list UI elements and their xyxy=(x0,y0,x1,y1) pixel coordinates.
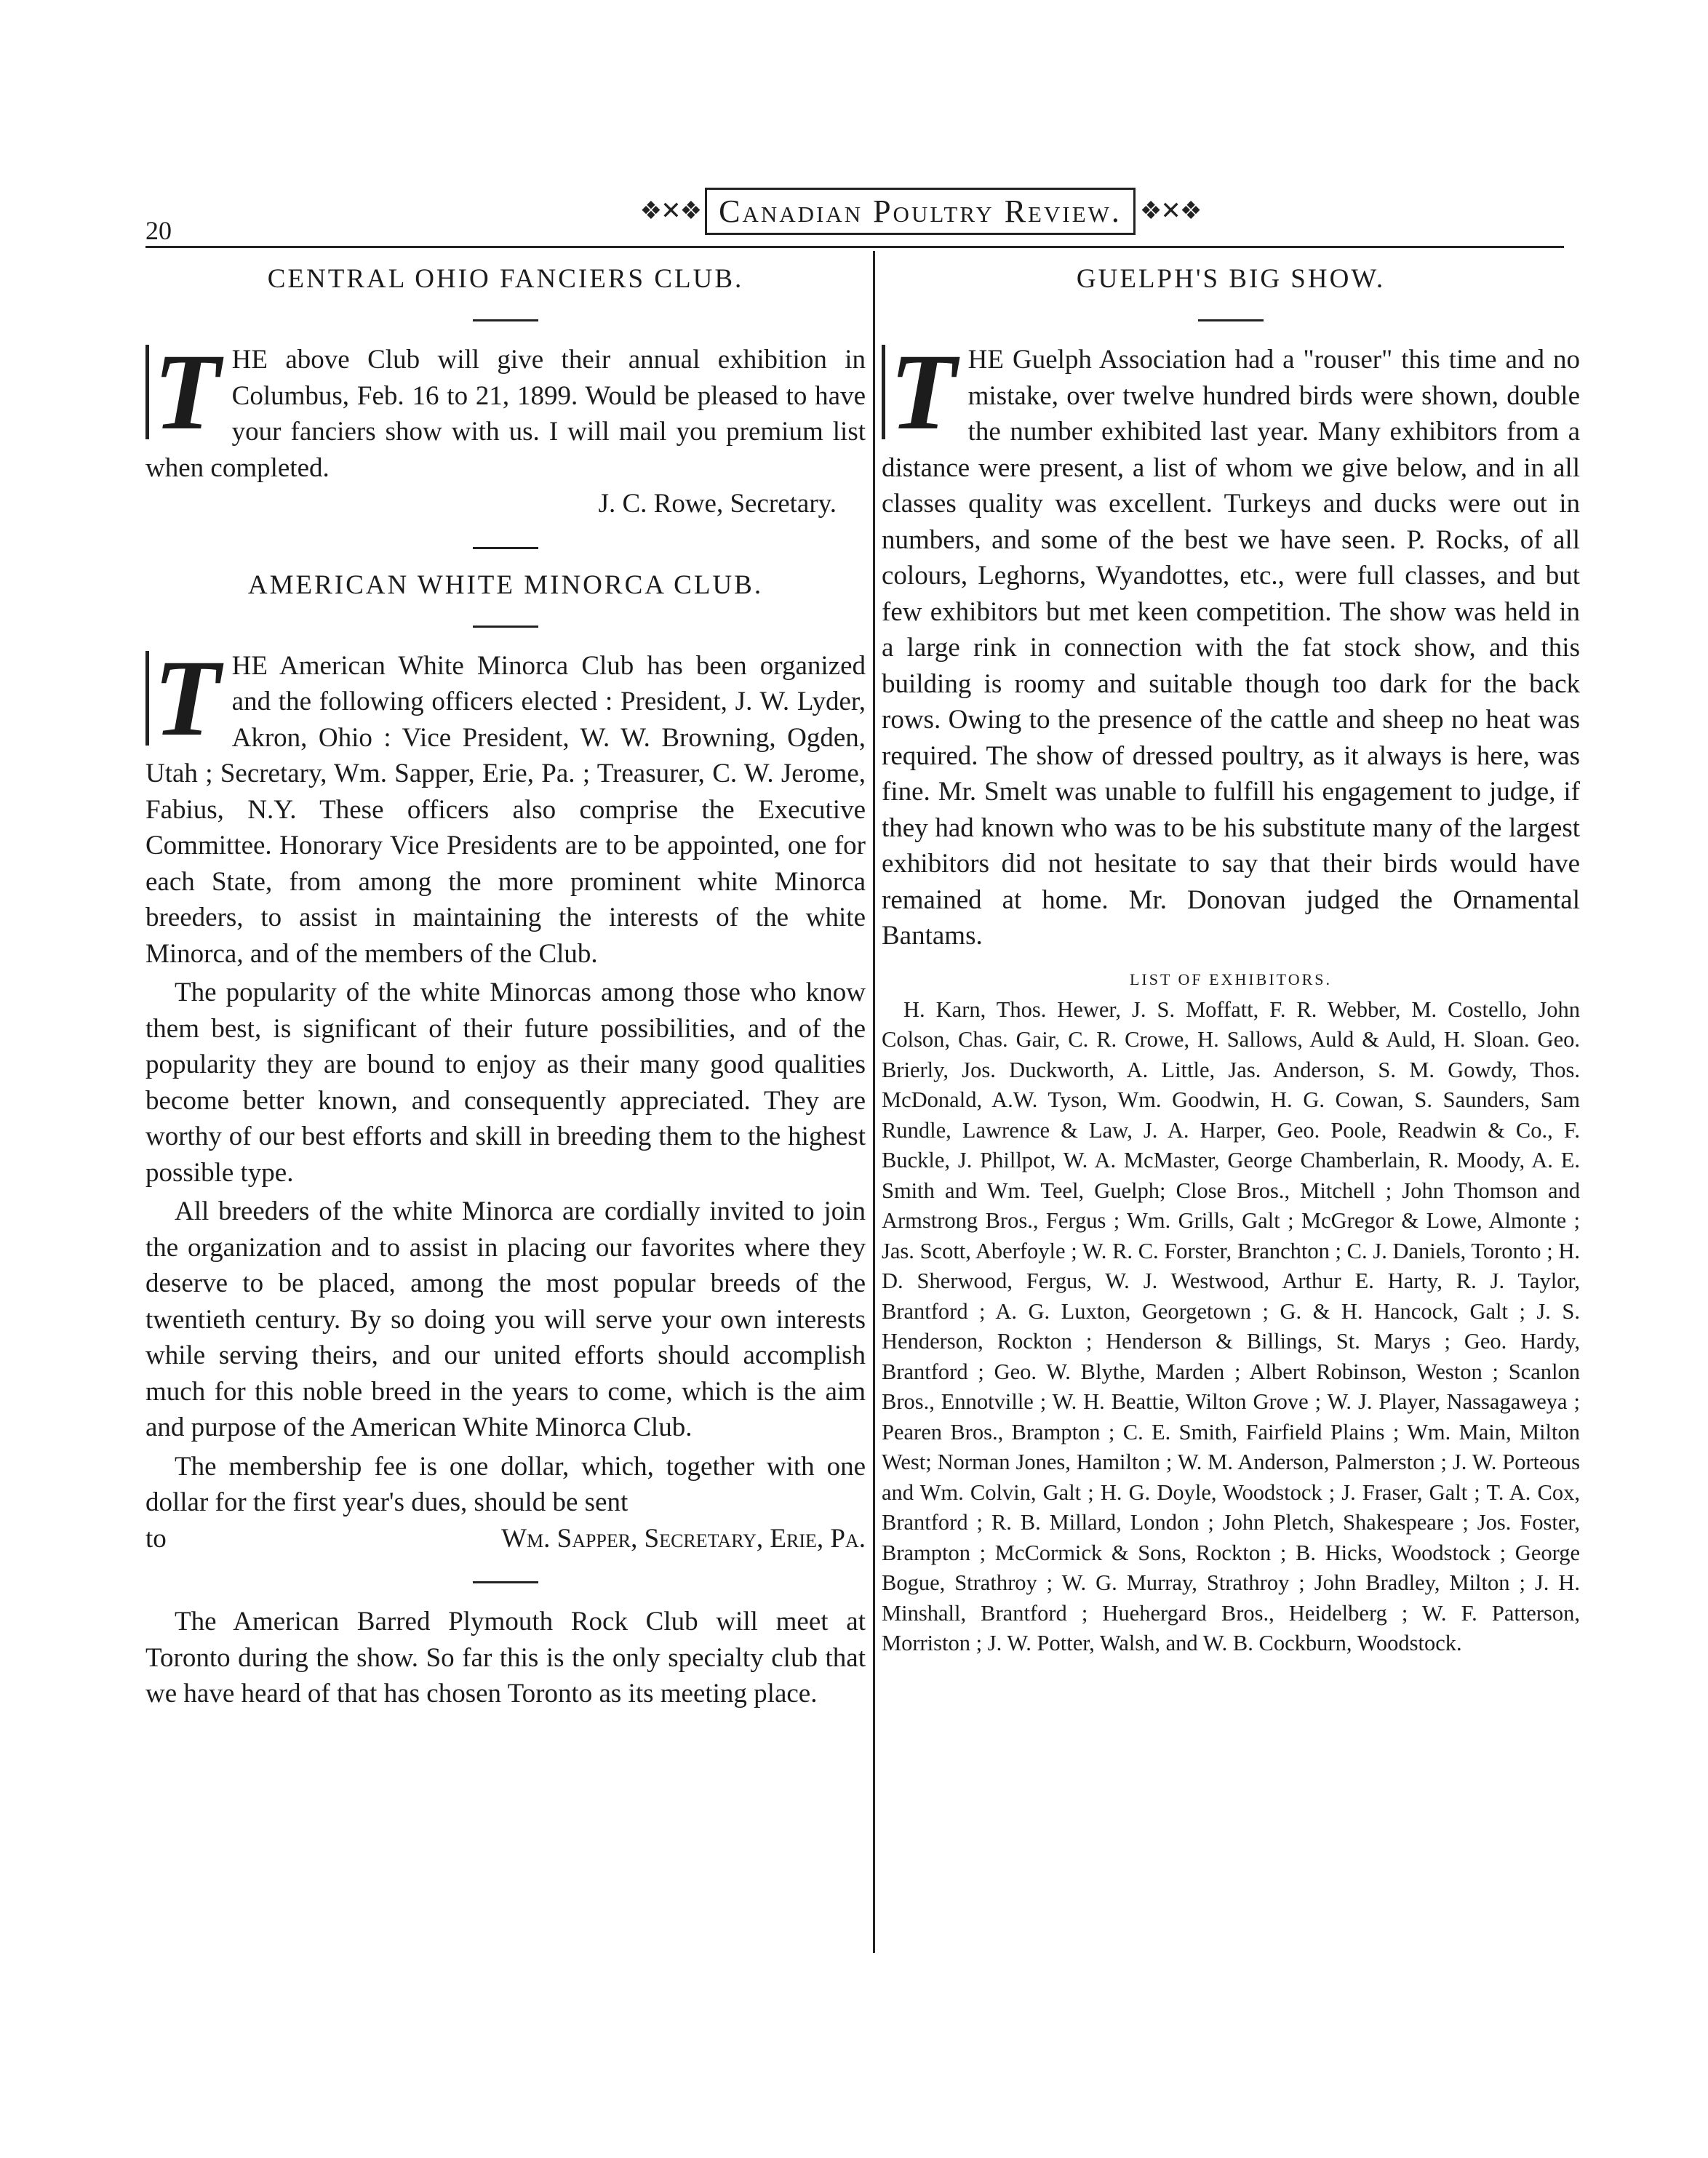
right-column xyxy=(882,255,1580,1659)
drop-cap: T xyxy=(145,345,220,439)
article-paragraph: T HE American White Minorca Club has been organized and the following officers elected : President, J. W. Lyder, Akron, Ohio : Vice President, W. W. Browning, Ogden, Utah ; Secretary, Wm. Sapper, Erie, Pa. ; Treasurer, C. W. Jerome, Fabius, N.Y. These officers also comprise the Executive Committee. Honorary Vice Presidents are to be appointed, one for each State, from among the more prominent white Minorca breeders, to assist in maintaining the interests of the white Minorca, and of the members of the Club. xyxy=(145,637,866,969)
article-paragraph: The American Barred Plymouth Rock Club will meet at Toronto during the show. So far this is the only specialty club that we have heard of that has chosen Toronto as its meeting place. xyxy=(145,1607,866,1709)
masthead xyxy=(575,182,1266,240)
white-minorca-article xyxy=(145,570,866,1584)
signature-to: to xyxy=(145,1523,167,1554)
header-rule xyxy=(145,246,1564,248)
article-body: T HE above Club will give their annual exhibition in Columbus, Feb. 16 to 21, 1899. Would be pleased to have your fanciers show with us. I will mail you premium list when completed. xyxy=(145,332,866,483)
signature: Wm. Sapper, Secretary, Erie, Pa. xyxy=(501,1523,866,1554)
ornament-right-icon: ❖✕❖ xyxy=(1139,198,1201,225)
article-heading: CENTRAL OHIO FANCIERS CLUB. xyxy=(267,264,744,294)
section-rule xyxy=(473,1581,538,1583)
plymouth-rock-note xyxy=(145,1604,866,1712)
article-paragraph: The membership fee is one dollar, which, together with one dollar for the first year's dues, should be sent xyxy=(145,1451,866,1517)
drop-cap: T xyxy=(882,345,957,439)
section-rule xyxy=(473,547,538,549)
exhibitors-heading: LIST OF EXHIBITORS. xyxy=(1129,970,1333,988)
ornament-left-icon: ❖✕❖ xyxy=(639,198,701,225)
page-header xyxy=(145,182,1564,247)
central-ohio-article xyxy=(145,263,866,549)
heading-rule xyxy=(473,319,538,321)
guelph-show-article xyxy=(882,263,1580,1659)
article-heading: AMERICAN WHITE MINORCA CLUB. xyxy=(247,570,764,600)
drop-cap: T xyxy=(145,651,220,746)
left-column xyxy=(145,255,866,1712)
article-heading: GUELPH'S BIG SHOW. xyxy=(1076,264,1386,294)
publication-title: Canadian Poultry Review. xyxy=(705,188,1136,235)
column-divider xyxy=(873,251,875,1953)
signature-line xyxy=(145,1521,866,1557)
article-paragraph: All breeders of the white Minorca are cordially invited to join the organization and to assist in placing our favorites where they deserve to be placed, among the most popular breeds of the twentieth century. By so doing you will serve your own interests while serving theirs, and our united efforts should accomplish much for this noble breed in the years to come, which is the aim and purpose of the American White Minorca Club. xyxy=(145,1196,866,1442)
signature: J. C. Rowe, Secretary. xyxy=(598,489,837,519)
article-paragraph: The popularity of the white Minorcas among those who know them best, is significant of their future possibilities, and of the popularity they are bound to enjoy as their many good qualities become better known, and consequently appreciated. They are worthy of our best efforts and skill in breeding them to the highest possible type. xyxy=(145,978,866,1188)
page-number: 20 xyxy=(145,216,172,245)
article-body: T HE Guelph Association had a "rouser" this time and no mistake, over twelve hundred birds were shown, double the number exhibited last year. Many exhibitors from a distance were present, a list of whom we give below, and in all classes quality was excellent. Turkeys and ducks were out in numbers, and some of the best we have seen. P. Rocks, of all colours, Leghorns, Wyandottes, etc., were full classes, and but few exhibitors but met keen competition. The show was held in a large rink in connection with the fat stock show, and this building is roomy and suitable though too dark for the back rows. Owing to the presence of the cattle and sheep no heat was required. The show of dressed poultry, as it always is here, was fine. Mr. Smelt was unable to fulfill his engagement to judge, if they had known who was to be his substitute many of the largest exhibitors did not hesitate to say that their birds would have remained at home. Mr. Donovan judged the Ornamental Bantams. xyxy=(882,332,1580,951)
exhibitors-list: H. Karn, Thos. Hewer, J. S. Moffatt, F. R. Webber, M. Costello, John Colson, Chas. Gair, C. R. Crowe, H. Sallows, Auld & Auld, H. Sloan. Geo. Brierly, Jos. Duckworth, A. Little, Jas. Anderson, S. M. Gowdy, Thos. McDonald, A.W. Tyson, Wm. Goodwin, H. G. Cowan, S. Saunders, Sam Rundle, Lawrence & Law, J. A. Harper, Geo. Poole, Readwin & Co., F. Buckle, J. Phillpot, W. A. McMaster, George Chamberlain, R. Moody, A. E. Smith and Wm. Teel, Guelph; Close Bros., Mitchell ; John Thomson and Armstrong Bros., Fergus ; Wm. Grills, Galt ; McGregor & Lowe, Almonte ; Jas. Scott, Aberfoyle ; W. R. C. Forster, Branchton ; C. J. Daniels, Toronto ; H. D. Sherwood, Fergus, W. J. Westwood, Arthur E. Harty, R. J. Taylor, Brantford ; A. G. Luxton, Georgetown ; G. & H. Hancock, Galt ; J. S. Henderson, Rockton ; Henderson & Billings, St. Marys ; Geo. Hardy, Brantford ; Geo. W. Blythe, Marden ; Albert Robinson, Weston ; Scanlon Bros., Ennotville ; W. H. Beattie, Wilton Grove ; W. J. Player, Nassagaweya ; Pearen Bros., Brampton ; C. E. Smith, Fairfield Plains ; Wm. Main, Milton West; Norman Jones, Hamilton ; W. M. Anderson, Palmerston ; J. W. Porteous and Wm. Colvin, Galt ; H. G. Doyle, Woodstock ; J. Fraser, Galt ; T. A. Cox, Brantford ; R. B. Millard, London ; John Pletch, Shakespeare ; Jos. Foster, Brampton ; McCormick & Sons, Rockton ; B. Hicks, Woodstock ; George Bogue, Strathroy ; W. G. Murray, Strathroy ; John Bradley, Milton ; J. H. Minshall, Brantford ; Huehergard Bros., Heidelberg ; W. F. Patterson, Morriston ; J. W. Potter, Walsh, and W. B. Cockburn, Woodstock. xyxy=(882,996,1580,1655)
heading-rule xyxy=(1198,319,1264,321)
heading-rule xyxy=(473,626,538,628)
